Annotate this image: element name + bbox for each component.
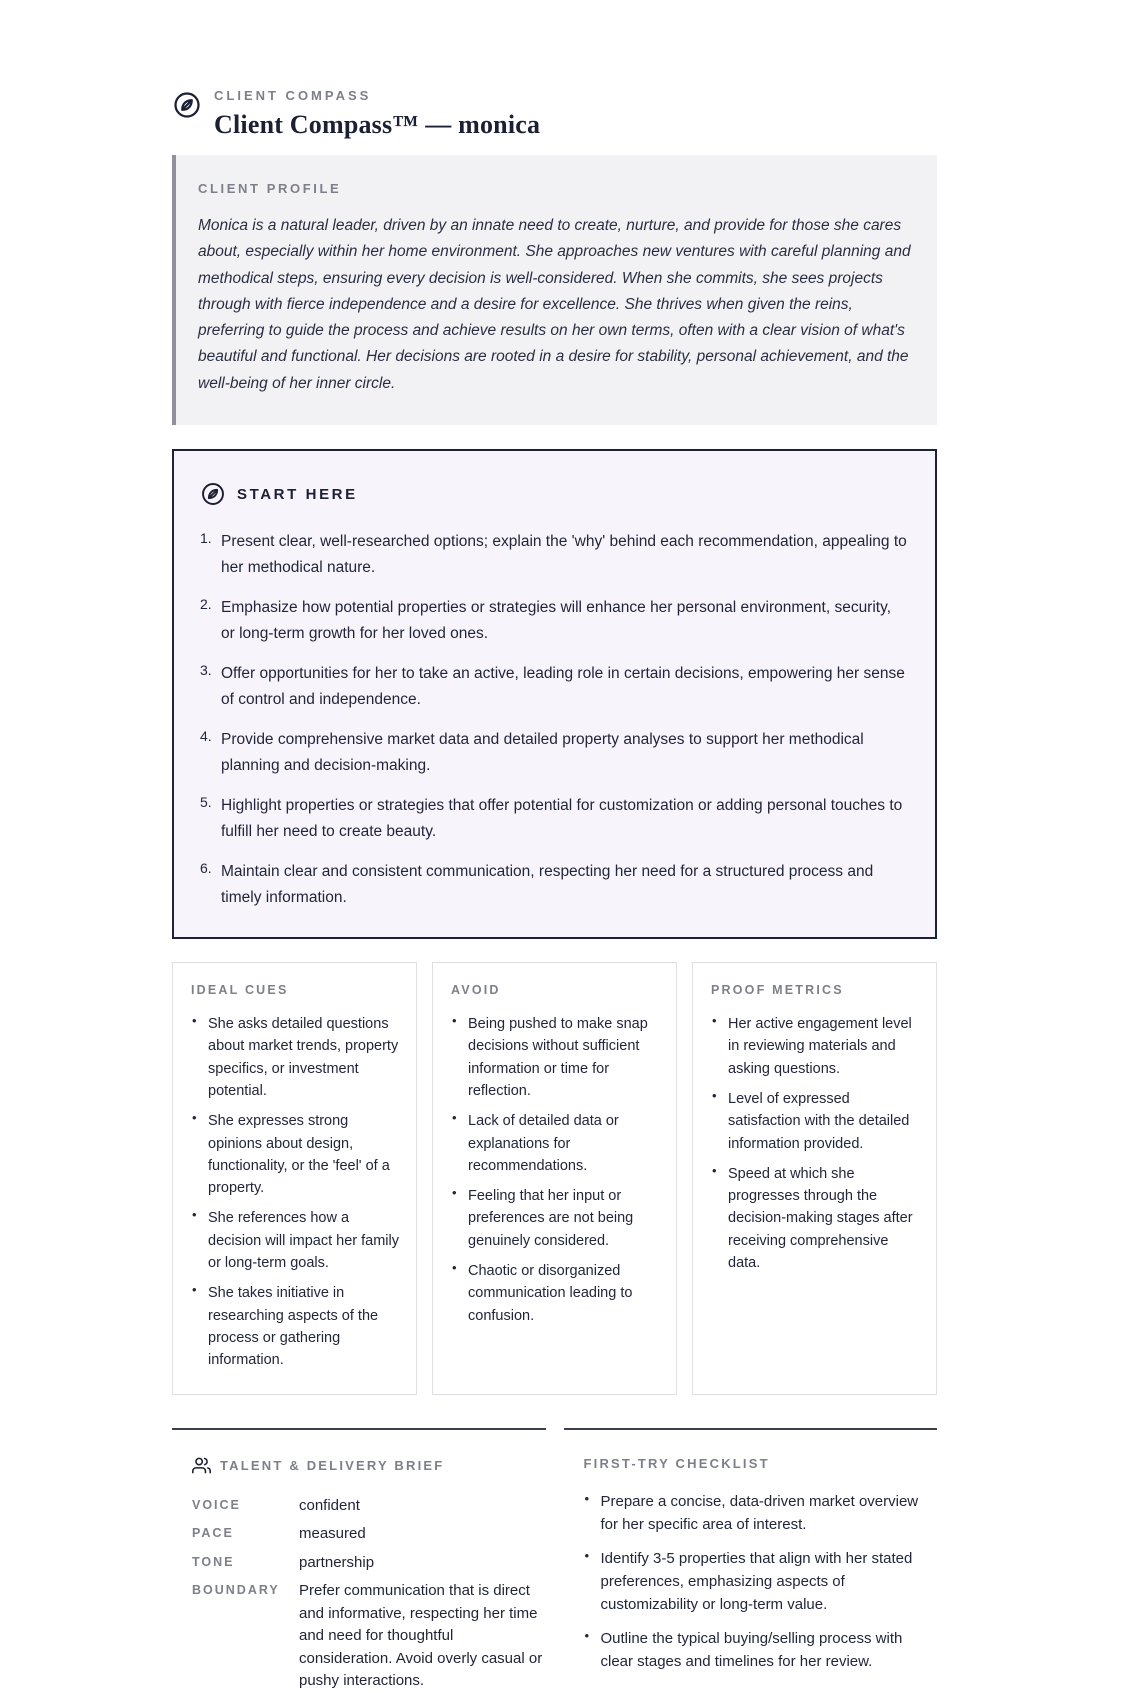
start-here-label: START HERE xyxy=(237,485,358,503)
brief-row-label: PACE xyxy=(192,1526,234,1541)
ideal-cues-item: • She takes initiative in researching aspects of the process or gathering information. xyxy=(191,1282,400,1371)
proof-metrics-card xyxy=(692,962,937,1394)
proof-metrics-label: PROOF METRICS xyxy=(711,983,844,998)
avoid-item: • Lack of detailed data or explanations for recommendations. xyxy=(451,1110,660,1177)
start-here-item: Offer opportunities for her to take an active, leading role in certain decisions, empowering her sense of control and independence. xyxy=(221,665,905,709)
start-here-panel xyxy=(172,449,937,939)
ideal-cues-item: • She references how a decision will impact her family or long-term goals. xyxy=(191,1207,400,1274)
talent-brief-header xyxy=(192,1456,546,1475)
document-header xyxy=(172,88,937,140)
compass-icon xyxy=(172,90,202,120)
checklist-item: • Prepare a concise, data-driven market overview for her specific area of interest. xyxy=(584,1490,938,1536)
checklist-list xyxy=(584,1490,938,1673)
talent-delivery-brief xyxy=(172,1428,546,1693)
document-kicker: CLIENT COMPASS xyxy=(214,88,372,103)
users-icon xyxy=(192,1456,211,1475)
start-here-item: Provide comprehensive market data and detailed property analyses to support her methodical planning and decision-making. xyxy=(221,731,864,775)
brief-row-value: confident xyxy=(299,1496,360,1514)
brief-row-label: BOUNDARY xyxy=(192,1583,280,1598)
page-title: Client Compass™ — monica xyxy=(214,110,541,139)
start-here-item: Maintain clear and consistent communication, respecting her need for a structured process and timely information. xyxy=(221,863,874,907)
brief-row-value: Prefer communication that is direct and informative, respecting her time and need for thoughtful consideration. Avoid overly casual or pushy interactions. xyxy=(299,1582,543,1690)
checklist-item: • Outline the typical buying/selling process with clear stages and timelines for her review. xyxy=(584,1627,938,1673)
ideal-cues-item: • She expresses strong opinions about design, functionality, or the 'feel' of a property. xyxy=(191,1110,400,1199)
proof-metrics-item: • Speed at which she progresses through the decision-making stages after receiving comprehensive data. xyxy=(711,1163,920,1274)
start-here-header xyxy=(200,481,907,507)
avoid-item: • Chaotic or disorganized communication leading to confusion. xyxy=(451,1260,660,1327)
avoid-label: AVOID xyxy=(451,983,501,998)
ideal-cues-label: IDEAL CUES xyxy=(191,983,289,998)
proof-metrics-item: • Her active engagement level in reviewing materials and asking questions. xyxy=(711,1013,920,1080)
brief-row-value: measured xyxy=(299,1525,366,1543)
client-profile-text: Monica is a natural leader, driven by an innate need to create, nurture, and provide for those she cares about, especially within her home environment. She approaches new ventures with careful planning and methodical steps, ensuring every decision is well-considered. When she commits, she sees projects through with fierce independence and a desire for excellence. She thrives when given the reins, preferring to guide the process and achieve results on her own terms, often with a clear vision of what's beautiful and functional. Her decisions are rooted in a desire for stability, personal achievement, and the well-being of her inner circle. xyxy=(198,217,911,392)
checklist-label: FIRST-TRY CHECKLIST xyxy=(583,1455,770,1471)
checklist-item: • Identify 3-5 properties that align with her stated preferences, emphasizing aspects of customizability or long-term value. xyxy=(584,1547,938,1616)
proof-metrics-item: • Level of expressed satisfaction with the detailed information provided. xyxy=(711,1088,920,1155)
header-text xyxy=(214,88,937,140)
avoid-item: • Being pushed to make snap decisions without sufficient information or time for reflection. xyxy=(451,1013,660,1102)
cue-cards-row xyxy=(172,962,937,1394)
first-try-checklist xyxy=(564,1428,938,1693)
client-compass-document xyxy=(172,0,937,1693)
avoid-item: • Feeling that her input or preferences are not being genuinely considered. xyxy=(451,1185,660,1252)
talent-brief-rows xyxy=(192,1495,546,1693)
ideal-cues-item: • She asks detailed questions about market trends, property specifics, or investment potential. xyxy=(191,1013,400,1102)
client-profile-section xyxy=(172,155,937,425)
avoid-list xyxy=(451,1013,660,1327)
client-profile-label: CLIENT PROFILE xyxy=(198,181,342,196)
compass-icon xyxy=(200,481,226,507)
start-here-list xyxy=(200,529,907,911)
brief-row-value: partnership xyxy=(299,1553,375,1571)
brief-row-label: TONE xyxy=(192,1554,235,1569)
ideal-cues-list xyxy=(191,1013,400,1371)
start-here-item: Present clear, well-researched options; explain the 'why' behind each recommendation, appealing to her methodical nature. xyxy=(221,533,907,577)
start-here-item: Emphasize how potential properties or strategies will enhance her personal environment, security, or long-term growth for her loved ones. xyxy=(221,599,892,643)
brief-row-label: VOICE xyxy=(192,1497,241,1512)
start-here-item: Highlight properties or strategies that offer potential for customization or adding personal touches to fulfill her need to create beauty. xyxy=(221,797,903,841)
bottom-section xyxy=(172,1428,937,1693)
ideal-cues-card xyxy=(172,962,417,1394)
avoid-card xyxy=(432,962,677,1394)
talent-brief-label: TALENT & DELIVERY BRIEF xyxy=(220,1457,445,1473)
proof-metrics-list xyxy=(711,1013,920,1274)
